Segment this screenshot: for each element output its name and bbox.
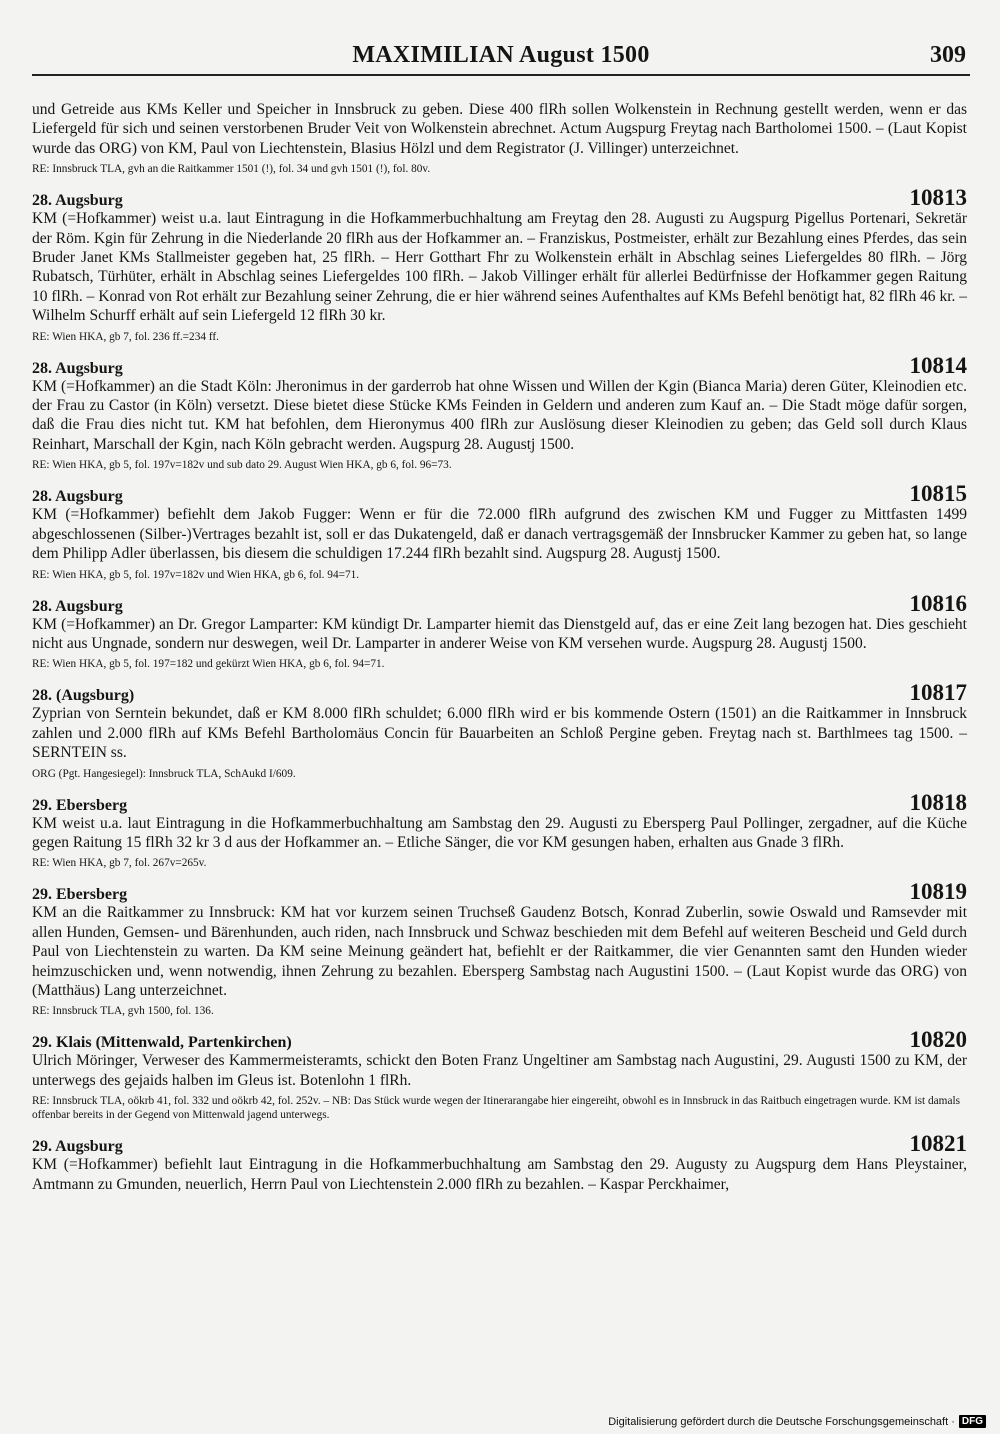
entry-number: 10820 <box>909 1027 967 1053</box>
entry-date: 28. Augsburg <box>32 488 123 506</box>
entry-number: 10821 <box>909 1131 967 1157</box>
entry-reference: RE: Wien HKA, gb 5, fol. 197=182 und gekürzt Wien HKA, gb 6, fol. 94=71. <box>32 658 385 671</box>
entry-number: 10819 <box>909 879 967 905</box>
dfg-logo: DFG <box>959 1415 986 1428</box>
entry-10815 <box>32 481 967 581</box>
entry-number: 10815 <box>909 481 967 507</box>
entry-number: 10817 <box>909 680 967 706</box>
entry-reference: RE: Wien HKA, gb 7, fol. 236 ff.=234 ff. <box>32 330 219 343</box>
entry-date: 28. (Augsburg) <box>32 687 135 705</box>
entry-date: 29. Ebersberg <box>32 796 128 814</box>
running-title: MAXIMILIAN August 1500 <box>352 42 650 68</box>
entry-10816 <box>32 590 967 672</box>
entry-reference: RE: Wien HKA, gb 5, fol. 197v=182v und sub dato 29. August Wien HKA, gb 6, fol. 96=73. <box>32 459 452 472</box>
entry-10821 <box>32 1131 967 1194</box>
digitization-footer <box>608 1415 986 1428</box>
entry-reference: ORG (Pgt. Hangesiegel): Innsbruck TLA, SchAukd I/609. <box>32 767 296 780</box>
intro-text: und Getreide aus KMs Keller und Speicher in Innsbruck zu geben. Diese 400 flRh sollen Wolkenstein in Rechnung gestellt werden, wenn er das Liefergeld für sich und seinen verstorbenen Bruder Veit von Wolkenstein abrechnet. Actum Augspurg Freytag nach Bartholomei 1500. – (Laut Kopist wurde das ORG) von KM, Paul von Liechtenstein, Blasius Hölzl und dem Registrator (J. Villinger) unterzeichnet. <box>32 101 967 157</box>
entry-reference: RE: Wien HKA, gb 7, fol. 267v=265v. <box>32 857 207 870</box>
page-number: 309 <box>930 42 966 68</box>
entry-text: KM (=Hofkammer) befiehlt dem Jakob Fugger: Wenn er für die 72.000 flRh aufgrund des zwischen KM und Fugger zu Mittfasten 1499 abgeschlossenen (Silber-)Vertrages bezahlt ist, soll er das Dukatengeld, daß er danach vertragsgemäß der Innsbrucker Kammer zu geben hat, so lange dem Philipp Adler überlassen, bis diesem die schuldigen 17.244 flRh bezahlt sind. Augspurg 28. Augustj 1500. <box>32 506 967 563</box>
entry-text: KM (=Hofkammer) weist u.a. laut Eintragung in die Hofkammerbuchhaltung am Freytag den 28. Augusti zu Augspurg Pigellus Portenari, Sekretär der Röm. Kgin für Zehrung in die Niederlande 20 flRh aus der Hofkammer an. – Franziskus, Postmeister, erhält zur Bezahlung eines Pferdes, das sein Bruder Janet KMs Stallmeister gegeben hat, 25 flRh. – Herr Gotthart Fhr zu Wolkenstein erhält in Abschlag seines Liefergeldes 80 flRh. – Jörg Rubatsch, Türhüter, erhält in Abschlag seines Liefergeldes 100 flRh. – Jakob Villinger erhält für allerlei Bedürfnisse der Hofkammer gegen Raitung 10 flRh. – Konrad von Rot erhält zur Bezahlung seiner Zehrung, die er hier während seines Aufenthaltes auf KMs Befehl benötigt hat, 82 flRh 46 kr. – Wilhelm Schurff erhält auf sein Liefergeld 12 flRh 30 kr. <box>32 210 967 325</box>
entry-text: Ulrich Möringer, Verweser des Kammermeisteramts, schickt den Boten Franz Ungeltiner am Sambstag nach Augustini, 29. Augusti 1500 zu KM, der unterwegs des gejaids halben im Gleus ist. Botenlohn 1 flRh. <box>32 1052 967 1089</box>
entry-text: KM (=Hofkammer) befiehlt laut Eintragung in die Hofkammerbuchhaltung am Sambstag den 29. Augusty zu Augspurg dem Hans Pleystainer, Amtmann zu Gmunden, neuerlich, Herrn Paul von Liechtenstein 2.000 flRh zu bezahlen. – Kaspar Perckhaimer, <box>32 1156 967 1193</box>
entry-number: 10816 <box>909 590 967 616</box>
entry-reference: RE: Innsbruck TLA, gvh 1500, fol. 136. <box>32 1005 214 1018</box>
entry-reference: RE: Wien HKA, gb 5, fol. 197v=182v und Wien HKA, gb 6, fol. 94=71. <box>32 568 360 581</box>
entry-10819 <box>32 879 967 1018</box>
entry-text: KM weist u.a. laut Eintragung in die Hofkammerbuchhaltung am Sambstag den 29. Augusti zu Ebersperg Paul Pollinger, zergadner, auf die Küche gegen Raitung 15 flRh 32 kr 3 d aus der Hofkammer an. – Etliche Sänger, die vor KM gesungen haben, erhalten aus Gnade 3 flRh. <box>32 814 967 851</box>
page-content <box>32 100 967 1194</box>
header-rule <box>32 74 970 76</box>
entry-date: 28. Augsburg <box>32 597 123 615</box>
page-header <box>32 38 970 78</box>
entry-text: KM (=Hofkammer) an Dr. Gregor Lamparter: KM kündigt Dr. Lamparter hiemit das Dienstgeld auf, das er eine Zeit lang bezogen hat. Dies geschieht nicht aus Ungnade, sondern nur deswegen, weil Dr. Lamparter in anderer Weise von KM versehen wurde. Augspurg 28. Augustj 1500. <box>32 615 967 652</box>
intro-reference: RE: Innsbruck TLA, gvh an die Raitkammer 1501 (!), fol. 34 und gvh 1501 (!), fol. 80v. <box>32 163 431 176</box>
entry-10814 <box>32 352 967 473</box>
entry-text: KM an die Raitkammer zu Innsbruck: KM hat vor kurzem seinen Truchseß Gaudenz Botsch, Konrad Zuberlin, sowie Oswald und Ramsevder mit allen Hunden, Gemsen- und Bärenhunden, auch riden, nach Innsbruck und Schwaz beschieden mit dem Befehl auf weiteren Bescheid und Geld durch Paul von Liechtenstein zu warten. Da KM seine Meinung geändert hat, befiehlt er der Raitkammer, die vier Genannten samt den Hunden wieder heimzuschicken und, wenn notwendig, ihnen Zehrung zu bezahlen. Ebersperg Sambstag nach Augustini 1500. – (Laut Kopist wurde das ORG) von (Matthäus) Lang unterzeichnet. <box>32 904 967 999</box>
entry-number: 10818 <box>909 789 967 815</box>
entry-date: 29. Klais (Mittenwald, Partenkirchen) <box>32 1034 292 1052</box>
footer-text: Digitalisierung gefördert durch die Deutsche Forschungsgemeinschaft · <box>608 1415 955 1428</box>
entry-10813 <box>32 185 967 343</box>
entry-reference: RE: Innsbruck TLA, oökrb 41, fol. 332 und oökrb 42, fol. 252v. – NB: Das Stück wurde wegen der Itinerarangabe hier eingereiht, obwohl es in Innsbruck in das Raitbuch eingetragen wurde. KM ist damals offenbar bereits in der Gegend von Mittenwald jagend unterwegs. <box>32 1095 961 1122</box>
entry-date: 28. Augsburg <box>32 192 123 210</box>
entry-10820 <box>32 1027 967 1122</box>
entry-date: 29. Augsburg <box>32 1138 123 1156</box>
entry-10817 <box>32 680 967 780</box>
entry-date: 29. Ebersberg <box>32 886 128 904</box>
entry-date: 28. Augsburg <box>32 359 123 377</box>
entry-10818 <box>32 789 967 871</box>
entry-number: 10813 <box>909 185 967 211</box>
entry-number: 10814 <box>909 352 967 378</box>
entry-text: Zyprian von Serntein bekundet, daß er KM 8.000 flRh schuldet; 6.000 flRh wird er bis kommende Ostern (1501) an die Raitkammer in Innsbruck zahlen und 2.000 flRh auf KMs Befehl Bartholomäus Concin für Bauarbeiten an Schloß Pergine geben. Freytag nach st. Barthlmees tag 1500. – SERNTEIN ss. <box>32 705 967 762</box>
entry-text: KM (=Hofkammer) an die Stadt Köln: Jheronimus in der garderrob hat ohne Wissen und Willen der Kgin (Bianca Maria) deren Güter, Kleinodien etc. der Frau zu Castor (in Köln) versetzt. Diese bietet diese Stücke KMs Feinden in Geldern und anderen zum Kauf an. – Die Stadt möge dafür sorgen, daß die Frau dies nicht tut. KM hat befohlen, dem Hieronymus 400 flRh zur Auslösung dieser Kleinodien zu geben; das Geld soll durch Klaus Reinhart, Marschall der Kgin, nach Köln gebracht werden. Augspurg 28. Augustj 1500. <box>32 377 967 453</box>
